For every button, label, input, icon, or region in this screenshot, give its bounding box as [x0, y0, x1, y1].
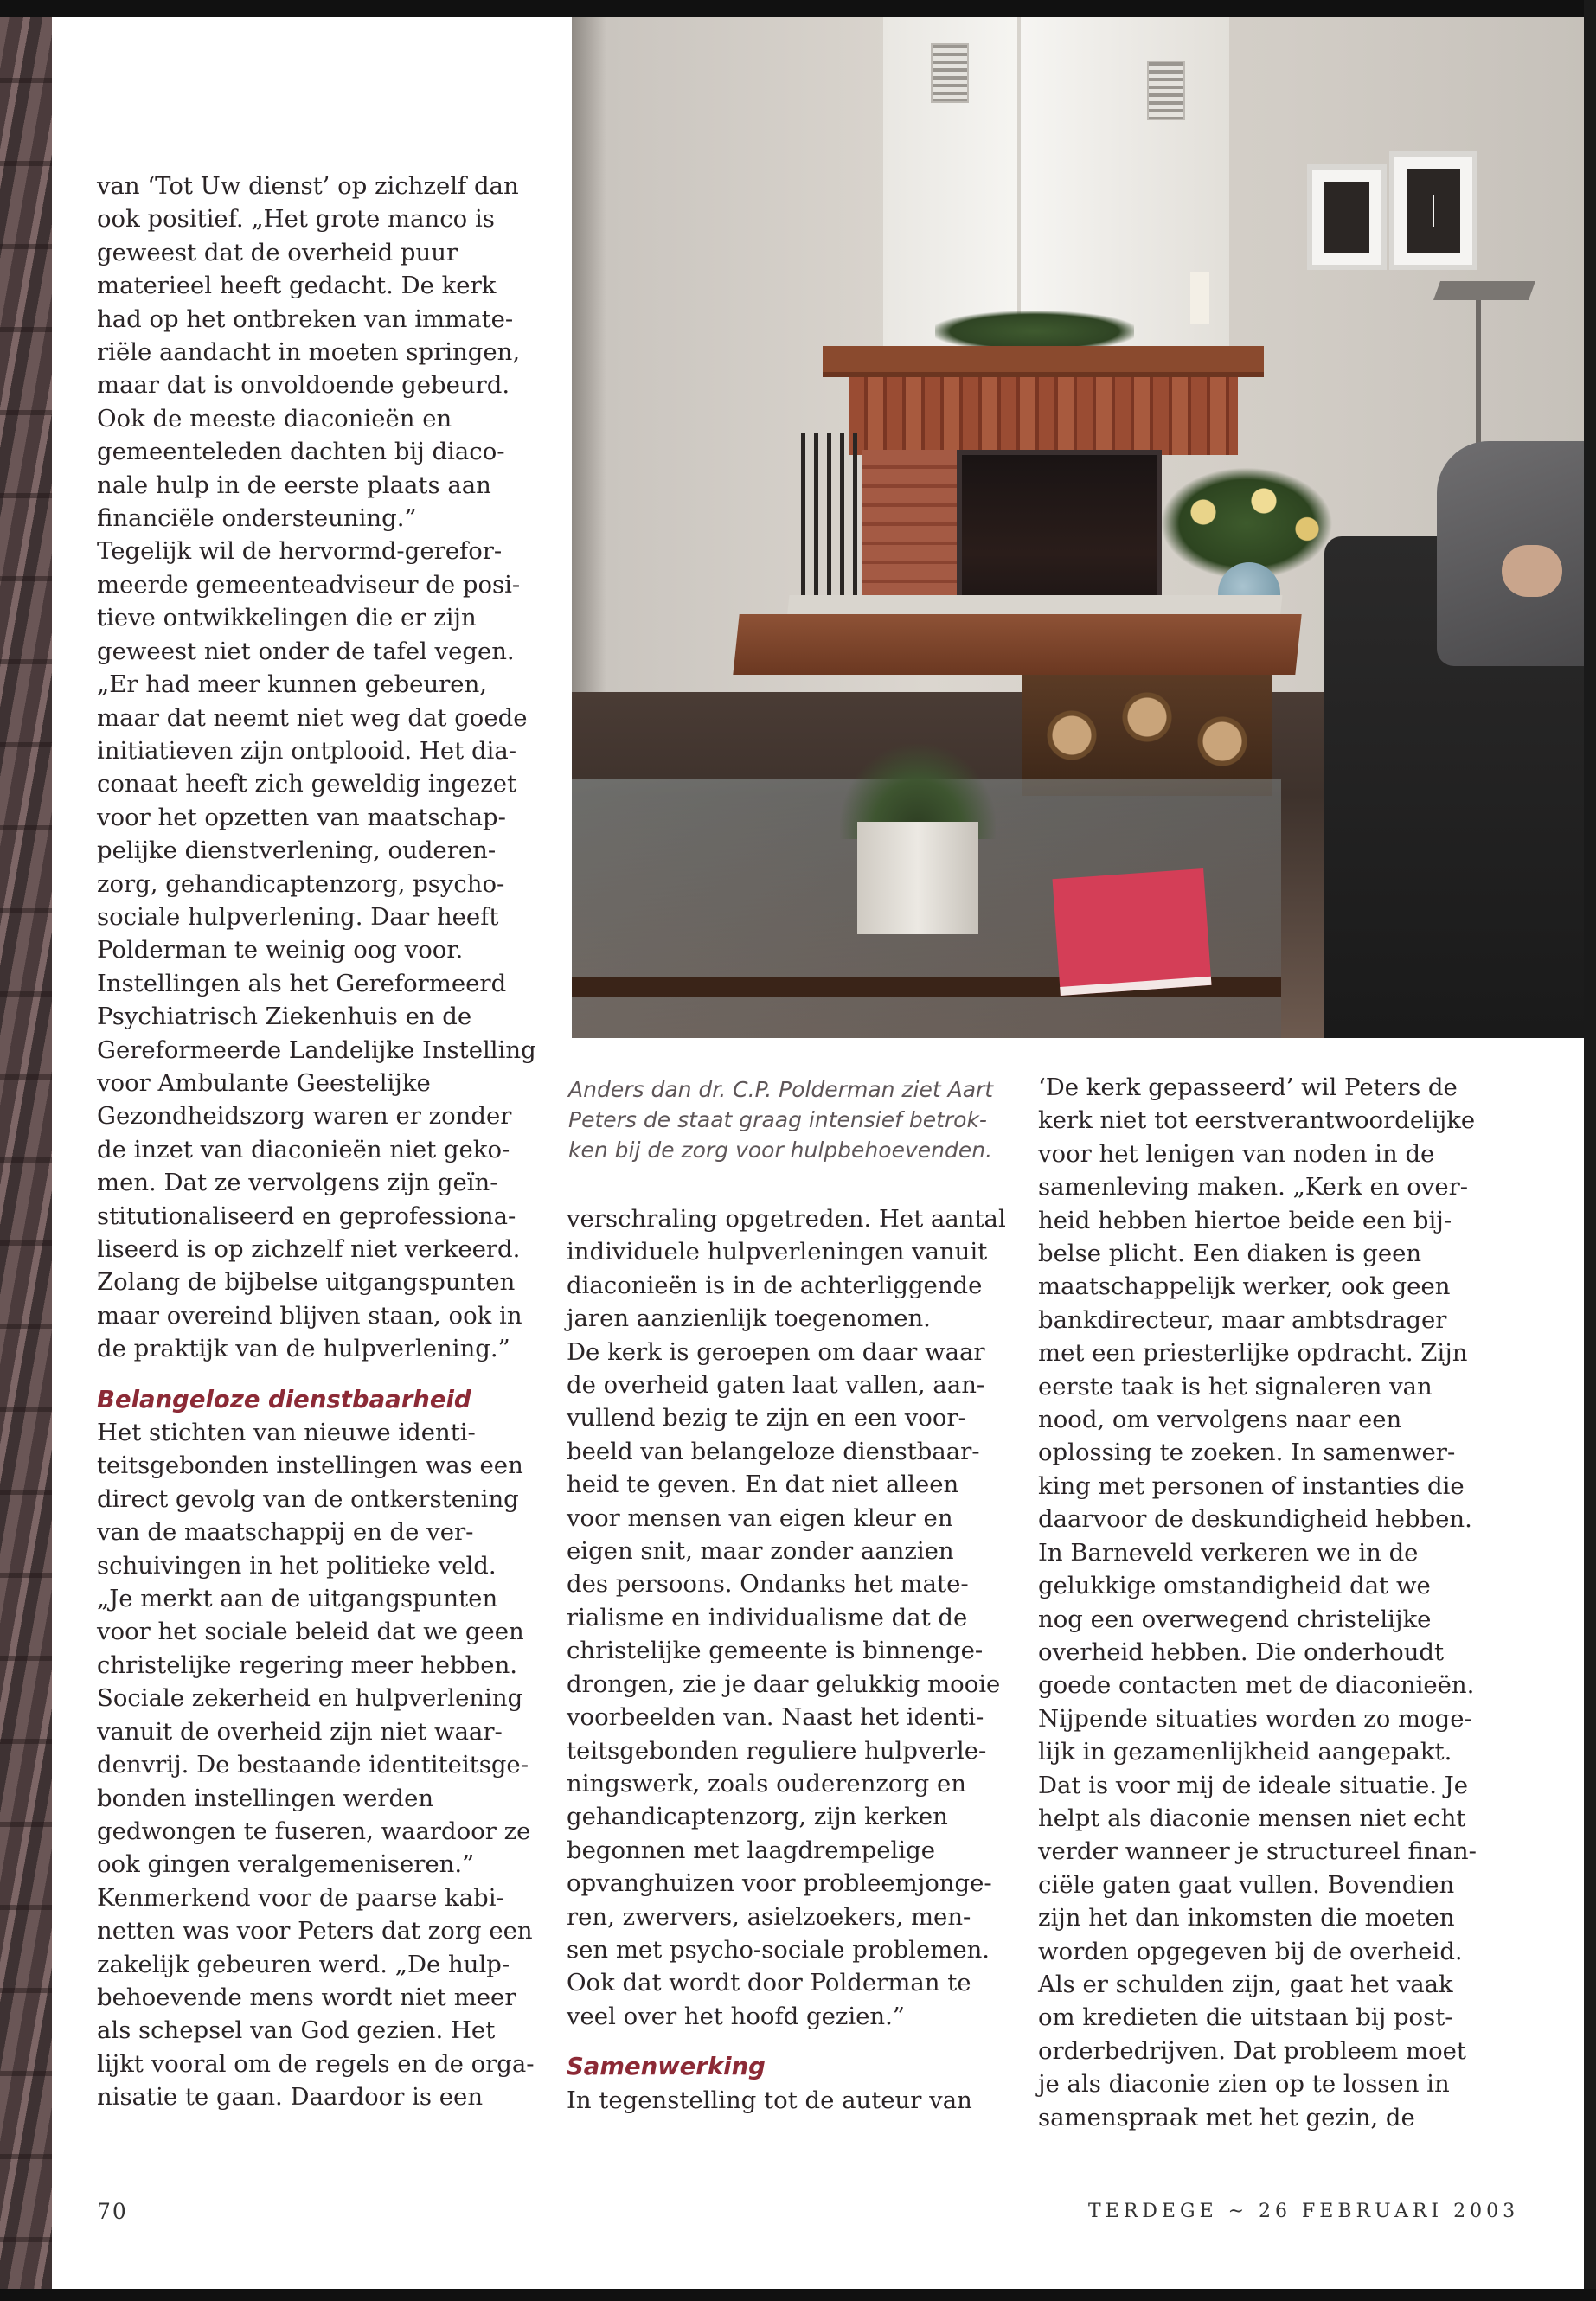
magazine-page: [52, 17, 1584, 2289]
picture-frame: [1389, 151, 1477, 270]
paragraph: van ‘Tot Uw dienst’ op zichzelf dan ook positief. „Het grote manco is geweest dat de overheid puur materieel heeft gedacht. De kerk had op het ontbreken van immate- riële aandacht in moeten springen, maar dat is onvoldoende gebeurd. Ook de meeste diaconieën en gemeenteleden dachten bij diaco- nale hulp in de eerste plaats aan financiële ondersteuning.” Tegelijk wil de hervormd-gerefor- meerde gemeenteadviseur de posi- tieve ontwikkelingen die er zijn geweest niet onder de tafel vegen. „Er had meer kunnen gebeuren, maar dat neemt niet weg dat goede initiatieven zijn ontplooid. Het dia- conaat heeft zich geweldig ingezet voor het opzetten van maatschap- pelijke dienstverlening, ouderen- zorg, gehandicaptenzorg, psycho- sociale hulpverlening. Daar heeft Polderman te weinig oog voor. Instellingen als het Gereformeerd Psychiatrisch Ziekenhuis en de Gereformeerde Landelijke Instelling voor Ambulante Geestelijke Gezondheidszorg waren er zonder de inzet van diaconieën niet geko- men. Dat ze vervolgens zijn geïn- stitutionaliseerd en geprofessiona- liseerd is op zichzelf niet verkeerd. Zolang de bijbelse uitgangspunten maar overeind blijven staan, ook in de praktijk van de hulpverlening.”: [97, 172, 536, 1363]
book: [1053, 868, 1212, 996]
paragraph: In tegenstelling tot de auteur van: [567, 2086, 972, 2114]
hearth: [733, 614, 1301, 675]
plant-pot: [857, 822, 978, 934]
section-heading: Samenwerking: [567, 2053, 766, 2081]
fire-tools: [801, 433, 862, 623]
fireplace-photo: [572, 17, 1584, 1038]
candle: [1190, 272, 1209, 324]
paragraph: ‘De kerk gepasseerd’ wil Peters de kerk niet tot eerstverantwoordelijke voor het lenigen van noden in de samenleving maken. „Kerk en over- heid hebben hiertoe beide een bij- belse plicht. Een diaken is geen maatschappelijk werker, ook geen bankdirecteur, maar ambtsdrager met een priesterlijke opdracht. Zijn eerste taak is het signaleren van nood, om vervolgens naar een oplossing te zoeken. In samenwer- king met personen of instanties die daarvoor de deskundigheid hebben. In Barneveld verkeren we in de gelukkige omstandigheid dat we nog een overwegend christelijke overheid hebben. Die onderhoudt goede contacten met de diaconieën. Nijpende situaties worden zo moge- lijk in gezamenlijkheid aangepakt. Dat is voor mij de ideale situatie. Je helpt als diaconie mensen niet echt verder wanneer je structureel finan- ciële gaten gaat vullen. Bovendien zijn het dan inkomsten die moeten worden opgegeven bij de overheid. Als er schulden zijn, gaat het vaak om kredieten die uitstaan bij post- orderbedrijven. Dat probleem moet je als diaconie zien op te lossen in samenspraak met het gezin, de: [1038, 1074, 1477, 2131]
page-edge-strip: [0, 0, 52, 2301]
photo-caption: Anders dan dr. C.P. Polderman ziet Aart Peters de staat graag intensief betrok- ken bij de zorg voor hulpbehoevenden.: [568, 1077, 994, 1163]
brick-band: [849, 377, 1238, 455]
paragraph: Het stichten van nieuwe identi- teitsgebonden instellingen was een direct gevolg van de ontkerstening van de maatschappij en de ver- schuivingen in het politieke veld. „Je merkt aan de uitgangspunten voor het sociale beleid dat we geen christelijke regering meer hebben. Sociale zekerheid en hulpverlening vanuit de overheid zijn niet waar- denvrij. De bestaande identiteitsge- bonden instellingen werden gedwongen te fuseren, waardoor ze ook gingen veralgemeniseren.” Kenmerkend voor de paarse kabi- netten was voor Peters dat zorg een zakelijk gebeuren werd. „De hulp- behoevende mens wordt niet meer als schepsel van God gezien. Het lijkt vooral om de regels en de orga- nisatie te gaan. Daardoor is een: [97, 1419, 535, 2112]
text-column-1: [97, 170, 581, 2114]
vent: [1147, 61, 1185, 120]
picture-frame: [1307, 164, 1387, 270]
paragraph: verschraling opgetreden. Het aantal individuele hulpverleningen vanuit diaconieën is in de achterliggende jaren aanzienlijk toegenomen. De kerk is geroepen om daar waar de overheid gaten laat vallen, aan- vullend bezig te zijn en een voor- beeld van belangeloze dienstbaar- heid te geven. En dat niet alleen voor mensen van eigen kleur en eigen snit, maar zonder aanzien des persoons. Ondanks het mate- rialisme en individualisme dat de christelijke gemeente is binnenge- drongen, zie je daar gelukkig mooie voorbeelden van. Naast het identi- teitsgebonden reguliere hulpverle- ningswerk, zoals ouderenzorg en gehandicaptenzorg, zijn kerken begonnen met laagdrempelige opvanghuizen voor probleemjonge- ren, zwervers, asielzoekers, men- sen met psycho-sociale problemen. Ook dat wordt door Polderman te veel over het hoofd gezien.”: [567, 1205, 1006, 2030]
text-column-3: [1038, 1071, 1540, 2134]
firewood-logs: [1022, 675, 1272, 796]
section-heading: Belangeloze dienstbaarheid: [97, 1385, 471, 1413]
running-title: TERDEGE ~ 26 FEBRUARI 2003: [1088, 2201, 1520, 2222]
vent: [931, 43, 969, 103]
page-number: 70: [97, 2199, 128, 2224]
mantel: [823, 346, 1264, 377]
text-column-2: [567, 1202, 1064, 2117]
